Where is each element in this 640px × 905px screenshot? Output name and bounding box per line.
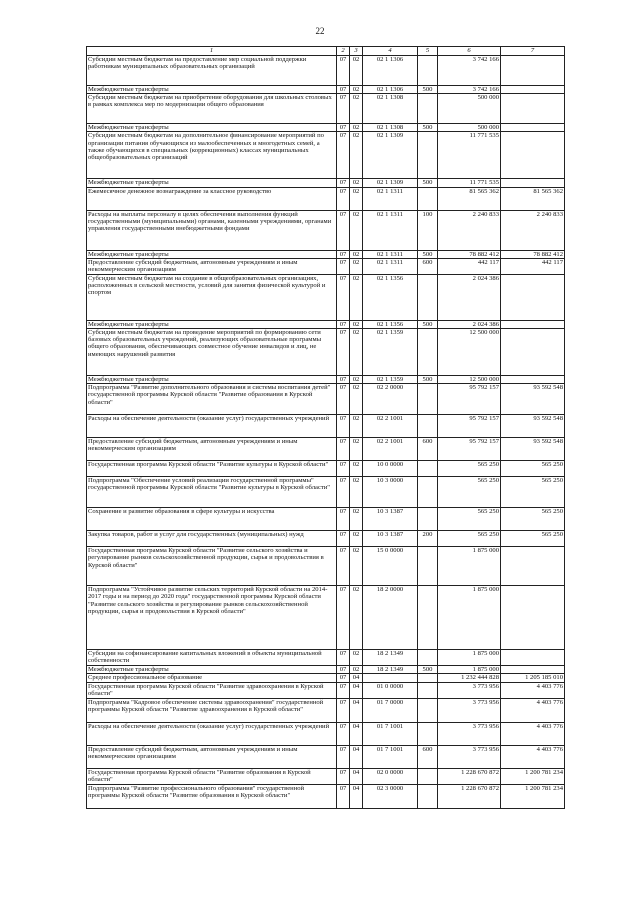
amount-year-1: 2 024 386 [438,320,501,328]
table-row [87,745,565,768]
subsection-code: 04 [350,682,363,698]
target-article-code: 01 7 0000 [363,698,418,722]
subsection-code: 02 [350,86,363,94]
amount-year-1: 2 024 386 [438,274,501,320]
table-row [87,124,565,132]
item-name: Государственная программа Курской области "Развитие культуры в Курской области" [87,461,337,477]
subsection-code: 02 [350,94,363,124]
amount-year-1: 565 250 [438,461,501,477]
table-row [87,415,565,438]
amount-year-2: 93 592 548 [501,438,565,461]
amount-year-1: 12 500 000 [438,376,501,384]
expense-type-code [418,329,438,376]
target-article-code: 10 0 0000 [363,461,418,477]
amount-year-2 [501,86,565,94]
section-code: 07 [337,650,350,666]
amount-year-1: 1 232 444 828 [438,674,501,682]
table-row [87,531,565,547]
subsection-code: 02 [350,132,363,179]
item-name: Закупка товаров, работ и услуг для государственных (муниципальных) нужд [87,531,337,547]
item-name: Ежемесячное денежное вознаграждение за классное руководство [87,187,337,210]
item-name: Межбюджетные трансферты [87,376,337,384]
amount-year-2 [501,650,565,666]
expense-type-code [418,586,438,650]
amount-year-2 [501,547,565,586]
amount-year-1: 95 792 157 [438,384,501,415]
section-code: 07 [337,531,350,547]
target-article-code: 15 0 0000 [363,547,418,586]
subsection-code: 04 [350,674,363,682]
section-code: 07 [337,745,350,768]
expense-type-code [418,768,438,784]
target-article-code: 02 1 1308 [363,94,418,124]
item-name: Подпрограмма "Развитие профессионального образования" государственной программы Курской области "Развитие образования в Курской области" [87,784,337,808]
subsection-code: 04 [350,745,363,768]
table-row [87,329,565,376]
subsection-code: 02 [350,461,363,477]
table-row [87,682,565,698]
expense-type-code: 600 [418,745,438,768]
table-row [87,210,565,250]
item-name: Субсидии местным бюджетам на проведение мероприятий по формированию сети базовых образовательных учреждений, реализующих образовательные программы общего образования, обеспечивающих совместное обучение инвалидов и лиц, не имеющих нарушений развития [87,329,337,376]
target-article-code: 02 1 1306 [363,86,418,94]
amount-year-1: 3 773 956 [438,722,501,745]
section-code: 07 [337,384,350,415]
subsection-code: 02 [350,258,363,274]
column-number: 5 [418,47,438,56]
amount-year-2: 4 403 776 [501,722,565,745]
target-article-code: 02 1 1308 [363,124,418,132]
table-row [87,508,565,531]
table-row [87,586,565,650]
section-code: 07 [337,438,350,461]
amount-year-2 [501,329,565,376]
section-code: 07 [337,784,350,808]
expense-type-code [418,508,438,531]
target-article-code: 02 1 1311 [363,187,418,210]
amount-year-2 [501,124,565,132]
item-name: Субсидии местным бюджетам на создание в общеобразовательных организациях, расположенных в сельской местности, условий для занятия физической культурой и спортом [87,274,337,320]
item-name: Государственная программа Курской области "Развитие сельского хозяйства и регулирование рынков сельскохозяйственной продукции, сырья и продовольствия в Курской области" [87,547,337,586]
item-name: Межбюджетные трансферты [87,86,337,94]
amount-year-1: 78 882 412 [438,250,501,258]
amount-year-1: 565 250 [438,508,501,531]
target-article-code: 02 1 1356 [363,274,418,320]
item-name: Межбюджетные трансферты [87,124,337,132]
amount-year-2: 4 403 776 [501,745,565,768]
subsection-code: 02 [350,547,363,586]
column-number: 7 [501,47,565,56]
table-row [87,179,565,187]
section-code: 07 [337,477,350,508]
target-article-code: 02 1 1311 [363,250,418,258]
target-article-code: 02 1 1311 [363,210,418,250]
table-row [87,250,565,258]
amount-year-1: 1 875 000 [438,547,501,586]
target-article-code: 02 2 1001 [363,415,418,438]
amount-year-1: 1 228 670 872 [438,784,501,808]
item-name: Расходы на выплаты персоналу в целях обеспечения выполнения функций государственными (муниципальными) органами, казенными учреждениями, органами управления государственными внебюджетными фондами [87,210,337,250]
amount-year-1: 565 250 [438,531,501,547]
section-code: 07 [337,682,350,698]
amount-year-1: 1 875 000 [438,586,501,650]
section-code: 07 [337,94,350,124]
expense-type-code: 500 [418,666,438,674]
subsection-code: 02 [350,477,363,508]
target-article-code: 10 3 1387 [363,508,418,531]
table-row [87,274,565,320]
subsection-code: 02 [350,250,363,258]
subsection-code: 02 [350,586,363,650]
item-name: Среднее профессиональное образование [87,674,337,682]
subsection-code: 02 [350,187,363,210]
amount-year-1: 565 250 [438,477,501,508]
expense-type-code [418,698,438,722]
amount-year-1: 11 771 535 [438,132,501,179]
amount-year-2: 1 205 185 010 [501,674,565,682]
section-code: 07 [337,722,350,745]
target-article-code: 18 2 1349 [363,666,418,674]
amount-year-1: 2 240 833 [438,210,501,250]
subsection-code: 02 [350,179,363,187]
expense-type-code [418,784,438,808]
target-article-code: 02 2 1001 [363,438,418,461]
section-code: 07 [337,124,350,132]
subsection-code: 02 [350,320,363,328]
item-name: Межбюджетные трансферты [87,666,337,674]
target-article-code: 02 1 1359 [363,329,418,376]
amount-year-2: 93 592 548 [501,415,565,438]
item-name: Предоставление субсидий бюджетным, автономным учреждениям и иным некоммерческим организациям [87,438,337,461]
amount-year-2: 1 200 781 234 [501,784,565,808]
section-code: 07 [337,56,350,86]
table-row [87,722,565,745]
section-code: 07 [337,376,350,384]
expense-type-code [418,187,438,210]
amount-year-2: 93 592 548 [501,384,565,415]
amount-year-2 [501,666,565,674]
expense-type-code: 200 [418,531,438,547]
amount-year-2: 442 117 [501,258,565,274]
expense-type-code [418,384,438,415]
section-code: 07 [337,250,350,258]
amount-year-1: 95 792 157 [438,438,501,461]
subsection-code: 04 [350,784,363,808]
target-article-code: 02 1 1311 [363,258,418,274]
item-name: Подпрограмма "Развитие дополнительного образования и системы воспитания детей" государственной программы Курской области "Развитие образования в Курской области" [87,384,337,415]
amount-year-2 [501,274,565,320]
item-name: Межбюджетные трансферты [87,250,337,258]
item-name: Подпрограмма "Кадровое обеспечение системы здравоохранения" государственной программы Курской области "Развитие здравоохранения в Курской области" [87,698,337,722]
table-row [87,86,565,94]
section-code: 07 [337,666,350,674]
target-article-code: 01 7 1001 [363,722,418,745]
section-code: 07 [337,258,350,274]
subsection-code: 04 [350,722,363,745]
table-row [87,376,565,384]
target-article-code: 10 3 1387 [363,531,418,547]
expense-type-code: 500 [418,86,438,94]
table-row [87,784,565,808]
section-code: 07 [337,461,350,477]
expense-type-code: 500 [418,124,438,132]
section-code: 07 [337,547,350,586]
subsection-code: 02 [350,415,363,438]
table-row [87,477,565,508]
subsection-code: 02 [350,666,363,674]
amount-year-1: 1 875 000 [438,650,501,666]
expense-type-code [418,461,438,477]
subsection-code: 04 [350,698,363,722]
amount-year-2 [501,132,565,179]
subsection-code: 02 [350,384,363,415]
target-article-code: 02 3 0000 [363,784,418,808]
subsection-code: 02 [350,438,363,461]
section-code: 07 [337,132,350,179]
subsection-code: 02 [350,124,363,132]
item-name: Сохранение и развитие образования в сфере культуры и искусства [87,508,337,531]
amount-year-2 [501,56,565,86]
amount-year-1: 3 742 166 [438,56,501,86]
target-article-code [363,674,418,682]
amount-year-2: 81 565 362 [501,187,565,210]
expense-type-code: 500 [418,320,438,328]
item-name: Субсидии местным бюджетам на приобретение оборудования для школьных столовых в рамках комплекса мер по модернизации общего образования [87,94,337,124]
expense-type-code: 500 [418,179,438,187]
column-number: 2 [337,47,350,56]
section-code: 07 [337,86,350,94]
expense-type-code: 100 [418,210,438,250]
expense-type-code: 500 [418,250,438,258]
table-row [87,674,565,682]
subsection-code: 02 [350,531,363,547]
item-name: Межбюджетные трансферты [87,179,337,187]
page-number: 22 [315,26,325,36]
item-name: Предоставление субсидий бюджетным, автономным учреждениям и иным некоммерческим организациям [87,745,337,768]
table-row [87,132,565,179]
expense-type-code [418,547,438,586]
section-code: 07 [337,274,350,320]
expense-type-code [418,682,438,698]
target-article-code: 02 1 1306 [363,56,418,86]
amount-year-2 [501,320,565,328]
table-row [87,56,565,86]
expense-type-code: 600 [418,258,438,274]
subsection-code: 02 [350,56,363,86]
section-code: 07 [337,320,350,328]
table-row [87,768,565,784]
section-code: 07 [337,179,350,187]
subsection-code: 02 [350,274,363,320]
subsection-code: 02 [350,210,363,250]
target-article-code: 01 0 0000 [363,682,418,698]
section-code: 07 [337,768,350,784]
amount-year-2 [501,376,565,384]
table-row [87,258,565,274]
column-number: 1 [87,47,337,56]
table-row [87,438,565,461]
amount-year-2: 4 403 776 [501,682,565,698]
amount-year-1: 500 000 [438,94,501,124]
amount-year-1: 12 500 000 [438,329,501,376]
column-number: 4 [363,47,418,56]
target-article-code: 02 0 0000 [363,768,418,784]
subsection-code: 02 [350,329,363,376]
table-row [87,698,565,722]
subsection-code: 02 [350,508,363,531]
amount-year-2: 565 250 [501,461,565,477]
amount-year-1: 11 771 535 [438,179,501,187]
amount-year-2: 565 250 [501,531,565,547]
expense-type-code [418,56,438,86]
table-row [87,461,565,477]
table-row [87,320,565,328]
expense-type-code: 500 [418,376,438,384]
expense-type-code [418,477,438,508]
expense-type-code [418,415,438,438]
target-article-code: 10 3 0000 [363,477,418,508]
section-code: 07 [337,415,350,438]
item-name: Субсидии на софинансирование капитальных вложений в объекты муниципальной собственности [87,650,337,666]
amount-year-2: 4 403 776 [501,698,565,722]
amount-year-1: 3 773 956 [438,698,501,722]
target-article-code: 18 2 0000 [363,586,418,650]
section-code: 07 [337,698,350,722]
subsection-code: 02 [350,376,363,384]
amount-year-2: 565 250 [501,508,565,531]
section-code: 07 [337,586,350,650]
budget-table [86,46,565,809]
amount-year-2 [501,94,565,124]
expense-type-code: 600 [418,438,438,461]
expense-type-code [418,722,438,745]
item-name: Субсидии местным бюджетам на предоставление мер социальной поддержки работникам муниципальных образовательных организаций [87,56,337,86]
amount-year-1: 1 875 000 [438,666,501,674]
amount-year-1: 3 773 956 [438,745,501,768]
amount-year-2 [501,586,565,650]
column-number: 3 [350,47,363,56]
target-article-code: 02 2 0000 [363,384,418,415]
expense-type-code [418,274,438,320]
amount-year-2: 78 882 412 [501,250,565,258]
item-name: Расходы на обеспечение деятельности (оказание услуг) государственных учреждений [87,415,337,438]
item-name: Подпрограмма "Устойчивое развитие сельских территорий Курской области на 2014-2017 годы и на период до 2020 года" государственной программы Курской области "Развитие сельского хозяйства и регулирование рынков сельскохозяйственной продукции, сырья и продовольствия в Курской области" [87,586,337,650]
item-name: Государственная программа Курской области "Развитие здравоохранения в Курской области" [87,682,337,698]
amount-year-1: 1 228 670 872 [438,768,501,784]
table-row [87,547,565,586]
amount-year-2 [501,179,565,187]
subsection-code: 02 [350,650,363,666]
section-code: 07 [337,508,350,531]
amount-year-2: 1 200 781 234 [501,768,565,784]
section-code: 07 [337,210,350,250]
target-article-code: 18 2 1349 [363,650,418,666]
item-name: Межбюджетные трансферты [87,320,337,328]
section-code: 07 [337,187,350,210]
column-number-row [87,47,565,56]
table-row [87,94,565,124]
amount-year-1: 81 565 362 [438,187,501,210]
amount-year-1: 442 117 [438,258,501,274]
target-article-code: 01 7 1001 [363,745,418,768]
expense-type-code [418,94,438,124]
target-article-code: 02 1 1309 [363,179,418,187]
column-number: 6 [438,47,501,56]
expense-type-code [418,132,438,179]
target-article-code: 02 1 1359 [363,376,418,384]
table-row [87,384,565,415]
table-row [87,650,565,666]
section-code: 07 [337,329,350,376]
target-article-code: 02 1 1356 [363,320,418,328]
subsection-code: 04 [350,768,363,784]
expense-type-code [418,650,438,666]
amount-year-2: 565 250 [501,477,565,508]
amount-year-1: 500 000 [438,124,501,132]
item-name: Субсидии местным бюджетам на дополнительное финансирование мероприятий по организации питания обучающихся из малообеспеченных и многодетных семей, а также обучающихся в специальных (коррекционных) классах муниципальных общеобразовательных организаций [87,132,337,179]
amount-year-1: 3 773 956 [438,682,501,698]
amount-year-1: 3 742 166 [438,86,501,94]
item-name: Предоставление субсидий бюджетным, автономным учреждениям и иным некоммерческим организациям [87,258,337,274]
amount-year-2: 2 240 833 [501,210,565,250]
amount-year-1: 95 792 157 [438,415,501,438]
section-code: 07 [337,674,350,682]
target-article-code: 02 1 1309 [363,132,418,179]
table-row [87,187,565,210]
table-row [87,666,565,674]
item-name: Подпрограмма "Обеспечение условий реализации государственной программы" государственной программы Курской области "Развитие культуры в Курской области" [87,477,337,508]
item-name: Расходы на обеспечение деятельности (оказание услуг) государственных учреждений [87,722,337,745]
item-name: Государственная программа Курской области "Развитие образования в Курской области" [87,768,337,784]
expense-type-code [418,674,438,682]
